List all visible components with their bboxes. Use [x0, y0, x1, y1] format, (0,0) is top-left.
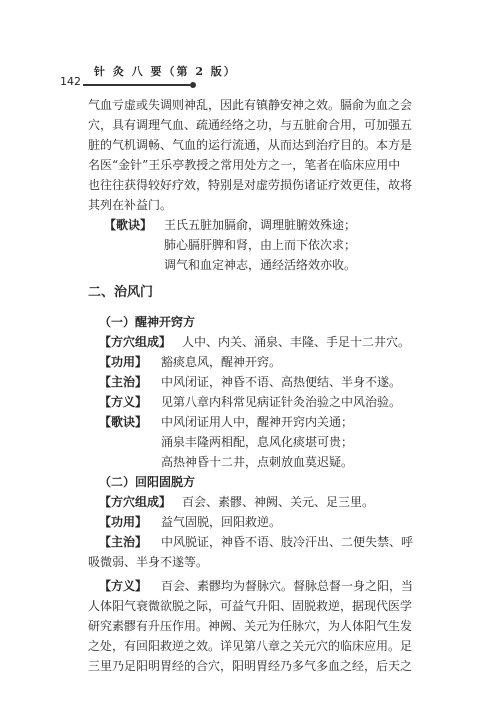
section-heading: 二、治风门	[88, 285, 154, 300]
notes-tag-2: 【方义】	[99, 579, 148, 593]
notes-text-2-line-5: 三里乃足阳明胃经的合穴，阳明胃经乃多气多血之经，后天之	[88, 659, 413, 673]
verse2-line-1: 中风闭证用人中，醒神开窍内关通；	[161, 415, 354, 429]
composition-text-2: 百会、素髎、神阙、关元、足三里。	[182, 495, 375, 509]
header-rule	[83, 84, 190, 86]
indication-text-1: 中风闭证，神昏不语、高热便结、半身不遂。	[161, 375, 402, 389]
notes-text-2-line-3: 研究素髎有升压作用。神阙、关元为任脉穴，为人体阳气生发	[88, 619, 413, 633]
composition-text-1: 人中、内关、涌泉、丰隆、手足十二井穴。	[182, 335, 411, 349]
intro-line-6: 其列在补益门。	[88, 198, 173, 212]
verse-line-1: 王氏五脏加膈俞，调理脏腑效殊途；	[164, 218, 357, 232]
indication-text-2b: 吸微弱、半身不遂等。	[88, 555, 209, 569]
intro-line-4: 名医“金针”王乐亭教授之常用处方之一，笔者在临床应用中	[88, 158, 401, 172]
indication-text-2a: 中风脱证，神昏不语、肢冷汗出、二便失禁、呼	[161, 535, 414, 549]
page-number: 142	[60, 75, 81, 88]
verse-tag: 【歌诀】	[104, 218, 153, 232]
intro-line-3: 脏的气机调畅、气血的运行流通，从而达到治疗目的。本方是	[88, 138, 413, 152]
intro-line-1: 气血亏虚或失调则神乱，因此有镇静安神之效。膈俞为血之会	[88, 98, 413, 112]
subsection-heading-2: （二）回阳固脱方	[99, 475, 196, 489]
indication-tag-1: 【主治】	[99, 375, 148, 389]
effect-text-1: 豁痰息风，醒神开窍。	[161, 355, 282, 369]
intro-line-5: 也往往获得较好疗效，特别是对虚劳损伤诸证疗效更佳，故将	[88, 178, 413, 192]
effect-tag-2: 【功用】	[99, 515, 148, 529]
notes-text-2-line-1: 百会、素髎均为督脉穴。督脉总督一身之阳，当	[161, 579, 414, 593]
notes-text-2-line-4: 之处，有回阳救逆之效。详见第八章之关元穴的临床应用。足	[88, 639, 413, 653]
effect-tag-1: 【功用】	[99, 355, 148, 369]
indication-tag-2: 【主治】	[99, 535, 148, 549]
effect-text-2: 益气固脱，回阳救逆。	[161, 515, 282, 529]
verse-tag-2: 【歌诀】	[99, 415, 148, 429]
header-rule-dot	[190, 82, 196, 88]
verse-line-2: 肺心膈肝脾和肾，由上而下依次求；	[164, 238, 357, 252]
composition-tag-1: 【方穴组成】	[99, 335, 172, 349]
running-header-title: 针 灸 八 要（第 2 版）	[94, 65, 237, 78]
subsection-heading-1: （一）醒神开窍方	[99, 315, 196, 329]
composition-tag-2: 【方穴组成】	[99, 495, 172, 509]
verse-line-3: 调气和血定神志，通经活络效亦收。	[164, 258, 357, 272]
notes-tag-1: 【方义】	[99, 395, 148, 409]
notes-text-2-line-2: 人体阳气衰微欲脱之际，可益气升阳、固脱救逆，据现代医学	[88, 599, 413, 613]
verse2-line-2: 涌泉丰隆两相配，息风化痰堪可贵；	[161, 435, 354, 449]
verse2-line-3: 高热神昏十二井，点刺放血莫迟疑。	[161, 455, 354, 469]
notes-text-1: 见第八章内科常见病证针灸治验之中风治验。	[161, 395, 402, 409]
intro-line-2: 穴，具有调理气血、疏通经络之功，与五脏俞合用，可加强五	[88, 118, 413, 132]
